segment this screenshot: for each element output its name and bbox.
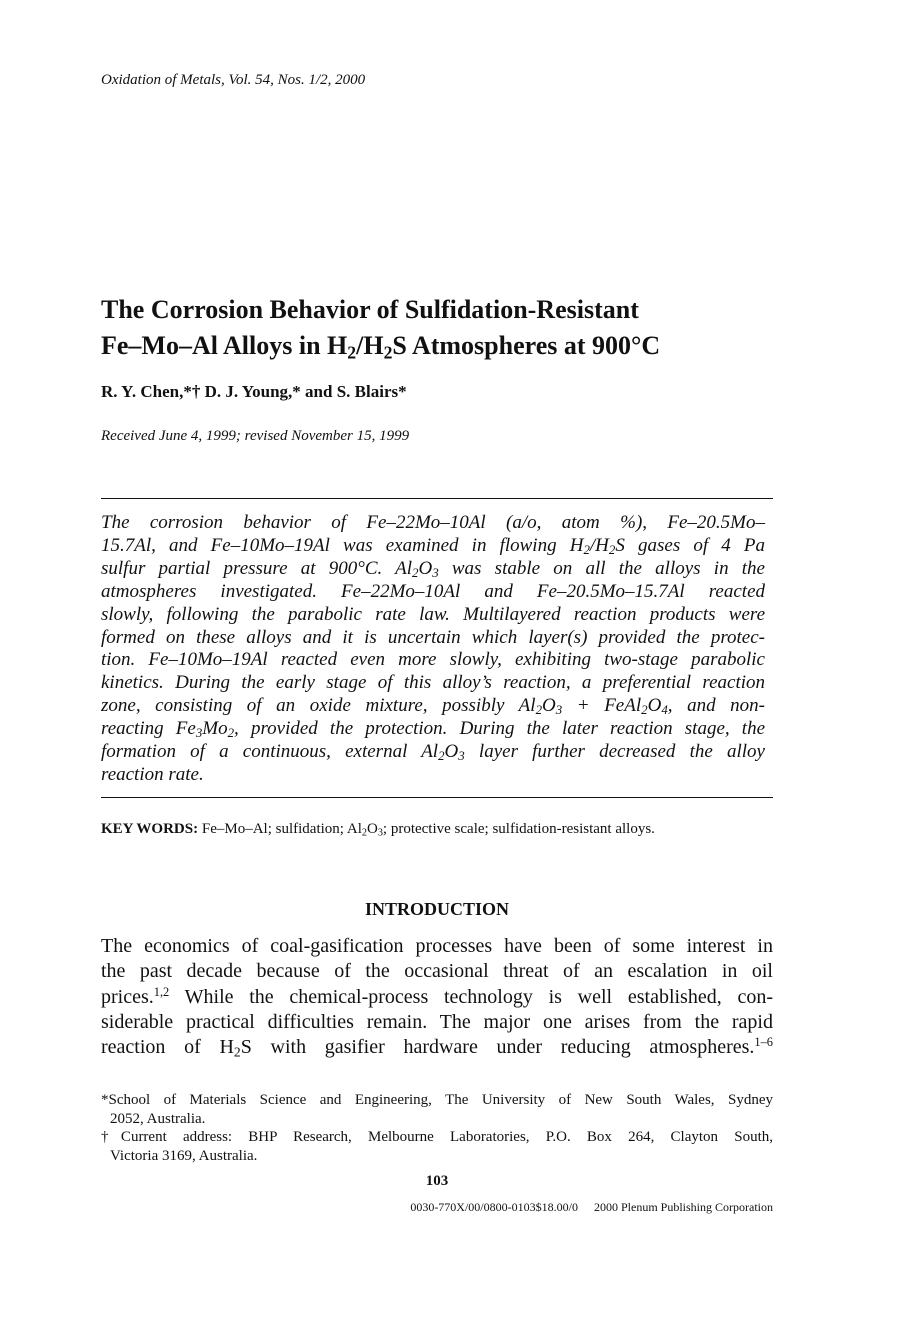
text: sulfur partial pressure at 900°C. Al xyxy=(101,557,413,579)
text: 15.7Al, and Fe–10Mo–19Al was examined in flowing H xyxy=(101,534,584,556)
abstract-line: kinetics. During the early stage of this alloy’s reaction, a preferential reaction xyxy=(101,672,765,694)
body-line: siderable practical difficulties remain. The major one arises from the rapid xyxy=(101,1010,773,1033)
introduction-body xyxy=(101,934,773,1060)
subscript: 2 xyxy=(608,542,616,558)
text: was stable on all the alloys in the xyxy=(438,557,765,579)
text: ; protective scale; sulfidation-resistant alloys. xyxy=(382,821,655,837)
abstract-line xyxy=(101,741,765,764)
body-line xyxy=(101,985,773,1010)
copyright-publisher: 2000 Plenum Publishing Corporation xyxy=(593,1200,773,1214)
footnotes xyxy=(101,1091,773,1165)
text: , and non- xyxy=(667,695,766,717)
abstract-line xyxy=(101,695,765,718)
title-line-2 xyxy=(101,328,801,364)
text: Fe–Mo–Al; sulfidation; Al xyxy=(198,821,362,837)
footnote-line: †Current address: BHP Research, Melbourne Laboratories, P.O. Box 264, Clayton South, xyxy=(101,1129,773,1145)
footnote-line: *School of Materials Science and Engineering, The University of New South Wales, Sydney xyxy=(101,1092,773,1108)
subscript: 2 xyxy=(583,542,590,558)
text: zone, consisting of an oxide mixture, possibly Al xyxy=(101,695,536,717)
paper-title xyxy=(101,292,801,364)
body-line: the past decade because of the occasional threat of an escalation in oil xyxy=(101,960,773,983)
text: O xyxy=(366,821,378,837)
text: O xyxy=(418,557,433,579)
section-heading-introduction: INTRODUCTION xyxy=(364,899,510,919)
copyright-code: 0030-770X/00/0800-0103$18.00/0 xyxy=(410,1200,578,1214)
subscript: 2 xyxy=(233,1044,241,1060)
abstract-line: The corrosion behavior of Fe–22Mo–10Al (a/o, atom %), Fe–20.5Mo– xyxy=(101,512,765,533)
text: reacting Fe xyxy=(101,718,196,740)
abstract-line xyxy=(101,535,765,558)
subscript: 2 xyxy=(641,702,648,718)
key-words-label: KEY WORDS: xyxy=(101,821,199,837)
text: prices. xyxy=(101,985,154,1008)
body-line: The economics of coal-gasification processes have been of some interest in xyxy=(101,935,773,957)
title-line-1: The Corrosion Behavior of Sulfidation-Resistant xyxy=(101,295,639,324)
title-text: Fe–Mo–Al Alloys in H xyxy=(101,331,348,360)
subscript: 2 xyxy=(383,342,393,363)
body-line xyxy=(101,1035,773,1060)
text: layer further decreased the alloy xyxy=(464,741,765,763)
subscript: 2 xyxy=(227,725,235,741)
text: formation of a continuous, external Al xyxy=(101,741,439,763)
key-words xyxy=(101,821,655,838)
subscript: 3 xyxy=(432,565,439,581)
subscript: 2 xyxy=(361,827,367,839)
abstract-line xyxy=(101,718,765,741)
text: O xyxy=(542,695,556,717)
abstract-line: tion. Fe–10Mo–19Al reacted even more slowly, exhibiting two-stage parabolic xyxy=(101,649,765,671)
text: S with gasifier hardware under reducing atmospheres. xyxy=(240,1036,755,1059)
page-number: 103 xyxy=(425,1173,449,1189)
subscript: 3 xyxy=(195,725,203,741)
subscript: 2 xyxy=(347,342,357,363)
title-text: S Atmospheres at 900°C xyxy=(392,331,661,360)
text: /H xyxy=(589,534,609,556)
subscript: 2 xyxy=(438,748,445,764)
text: O xyxy=(647,695,662,717)
text: S gases of 4 Pa xyxy=(615,534,765,556)
abstract-line: slowly, following the parabolic rate law. Multilayered reaction products were xyxy=(101,603,765,625)
abstract-bottom-rule xyxy=(101,797,773,798)
footnote-current-address xyxy=(101,1128,773,1165)
text: + FeAl xyxy=(562,695,642,717)
text: reaction of H xyxy=(101,1036,234,1059)
footnote-line: Victoria 3169, Australia. xyxy=(110,1147,258,1164)
subscript: 2 xyxy=(412,565,419,581)
text: O xyxy=(444,741,459,763)
abstract-line: reaction rate. xyxy=(101,763,204,785)
abstract-line: formed on these alloys and it is uncertain which layer(s) provided the protec- xyxy=(101,626,765,648)
received-dates: Received June 4, 1999; revised November 15, 1999 xyxy=(101,428,410,444)
citation-ref: 1–6 xyxy=(754,1035,773,1050)
footnote-affiliation xyxy=(101,1091,773,1128)
subscript: 3 xyxy=(555,702,563,718)
author-list: R. Y. Chen,*† D. J. Young,* and S. Blairs* xyxy=(101,382,407,401)
abstract-top-rule xyxy=(101,498,773,499)
text: While the chemical-process technology is well established, con- xyxy=(169,985,773,1008)
subscript: 3 xyxy=(377,827,383,839)
abstract-line xyxy=(101,558,765,581)
subscript: 3 xyxy=(458,748,465,764)
abstract-line: atmospheres investigated. Fe–22Mo–10Al and Fe–20.5Mo–15.7Al reacted xyxy=(101,580,765,602)
text: , provided the protection. During the later reaction stage, the xyxy=(234,718,766,740)
subscript: 4 xyxy=(661,702,668,718)
citation-ref: 1,2 xyxy=(153,984,170,999)
abstract xyxy=(101,512,765,787)
footnote-line: 2052, Australia. xyxy=(110,1110,206,1127)
journal-citation: Oxidation of Metals, Vol. 54, Nos. 1/2, 2000 xyxy=(101,72,366,88)
subscript: 2 xyxy=(535,702,543,718)
text: Mo xyxy=(202,718,228,740)
copyright-line xyxy=(410,1200,773,1215)
title-text: /H xyxy=(356,331,384,360)
